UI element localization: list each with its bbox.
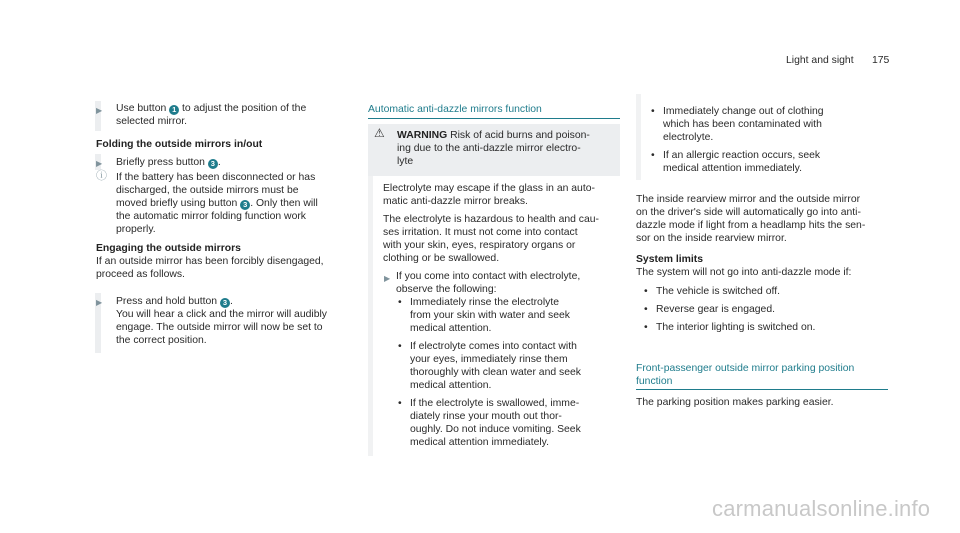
bullet-line: your eyes, immediately rinse them [410, 354, 568, 365]
step-text-part: . [217, 157, 221, 168]
paragraph-line: with your skin, eyes, respiratory organs or [383, 240, 576, 251]
warning-triangle-icon: ⚠ [374, 126, 385, 140]
button-3-badge: 3 [220, 298, 230, 308]
bullet-line: oughly. Do not induce vomiting. Seek [410, 424, 581, 435]
info-line [116, 197, 318, 210]
info-line: discharged, the outside mirrors must be [116, 185, 299, 196]
step-text-part: . [229, 296, 233, 307]
warning-line: lyte [397, 156, 414, 167]
info-line: the automatic mirror folding function work [116, 211, 306, 222]
warning-body-strip [368, 176, 373, 456]
step-arrow-icon: ▶ [96, 159, 103, 168]
paragraph-line: sor on the inside rearview mirror. [636, 233, 787, 244]
info-icon: ⓘ [96, 170, 107, 182]
warning-label: WARNING [397, 130, 448, 141]
step-line: the correct position. [116, 335, 207, 346]
heading-rule [368, 118, 620, 119]
warning-line [397, 129, 590, 142]
step-text-part: to adjust the position of the [182, 103, 307, 114]
limit-item: • Reverse gear is engaged. [656, 303, 775, 316]
engage-line: proceed as follows. [96, 269, 185, 280]
step-arrow-icon: ▶ [96, 298, 103, 307]
paragraph-line: matic anti-dazzle mirror breaks. [383, 196, 528, 207]
bullet-line: thoroughly with clean water and seek [410, 367, 581, 378]
bullet-line: medical attention immediately. [663, 163, 802, 174]
parking-text: The parking position makes parking easier. [636, 397, 834, 408]
button-1-badge: 1 [169, 105, 179, 115]
step-text [116, 102, 306, 115]
bullet-line: • If the electrolyte is swallowed, imme- [410, 397, 579, 410]
step-line: You will hear a click and the mirror will audibly [116, 309, 327, 320]
heading-engaging: Engaging the outside mirrors [96, 243, 241, 254]
page-number: 175 [872, 55, 890, 66]
heading-parking-position-line-2: function [636, 376, 673, 387]
heading-system-limits: System limits [636, 254, 703, 265]
bullet-line: • Immediately rinse the electrolyte [410, 296, 559, 309]
bullet-line: medical attention. [410, 323, 492, 334]
info-text-part: . Only then will [250, 198, 318, 209]
bullet-line: • If electrolyte comes into contact with [410, 340, 577, 353]
step-line: If you come into contact with electrolyte, [396, 271, 581, 282]
info-line: properly. [116, 224, 156, 235]
heading-folding: Folding the outside mirrors in/out [96, 139, 263, 150]
paragraph-line: Electrolyte may escape if the glass in an auto- [383, 183, 595, 194]
watermark: carmanualsonline.info [712, 496, 931, 521]
step-text-part: Briefly press button [116, 157, 205, 168]
step-text-line: selected mirror. [116, 116, 188, 127]
bullet-line: • If an allergic reaction occurs, seek [663, 149, 820, 162]
warning-line: ing due to the anti-dazzle mirror electro- [397, 143, 581, 154]
paragraph-line: The electrolyte is hazardous to health and cau- [383, 214, 600, 225]
paragraph-line: clothing or be swallowed. [383, 253, 500, 264]
paragraph-line: ses irritation. It must not come into contact [383, 227, 578, 238]
heading-rule [636, 389, 888, 390]
paragraph-line: The inside rearview mirror and the outside mirror [636, 194, 861, 205]
warning-text: Risk of acid burns and poison- [450, 130, 590, 141]
paragraph-line: on the driver's side will automatically go into anti- [636, 207, 861, 218]
info-text-part: moved briefly using button [116, 198, 238, 209]
bullet-line: which has been contaminated with [663, 119, 822, 130]
step-arrow-icon: ▶ [384, 274, 391, 283]
step-text-part: Use button [116, 103, 167, 114]
step-line: observe the following: [396, 284, 497, 295]
step-text [116, 156, 221, 169]
step-line: engage. The outside mirror will now be set to [116, 322, 323, 333]
step-text-part: Press and hold button [116, 296, 218, 307]
bullet-line: electrolyte. [663, 132, 714, 143]
button-3-badge: 3 [208, 159, 218, 169]
limits-intro: The system will not go into anti-dazzle mode if: [636, 267, 852, 278]
step-arrow-icon: ▶ [96, 106, 103, 115]
button-3-badge: 3 [240, 200, 250, 210]
step-text [116, 295, 233, 308]
bullet-line: diately rinse your mouth out thor- [410, 411, 562, 422]
paragraph-line: dazzle mode if light from a headlamp hits the sen- [636, 220, 866, 231]
warning-continuation-strip [636, 94, 641, 180]
limit-item: • The vehicle is switched off. [656, 285, 780, 298]
engage-line: If an outside mirror has been forcibly disengaged, [96, 256, 324, 267]
header-section: Light and sight [786, 55, 854, 66]
bullet-line: from your skin with water and seek [410, 310, 570, 321]
limit-item: • The interior lighting is switched on. [656, 321, 815, 334]
heading-anti-dazzle: Automatic anti-dazzle mirrors function [368, 104, 542, 115]
info-line: If the battery has been disconnected or has [116, 172, 316, 183]
heading-parking-position: Front-passenger outside mirror parking position [636, 363, 855, 374]
bullet-line: • Immediately change out of clothing [663, 105, 824, 118]
bullet-line: medical attention. [410, 380, 492, 391]
bullet-line: medical attention immediately. [410, 437, 549, 448]
